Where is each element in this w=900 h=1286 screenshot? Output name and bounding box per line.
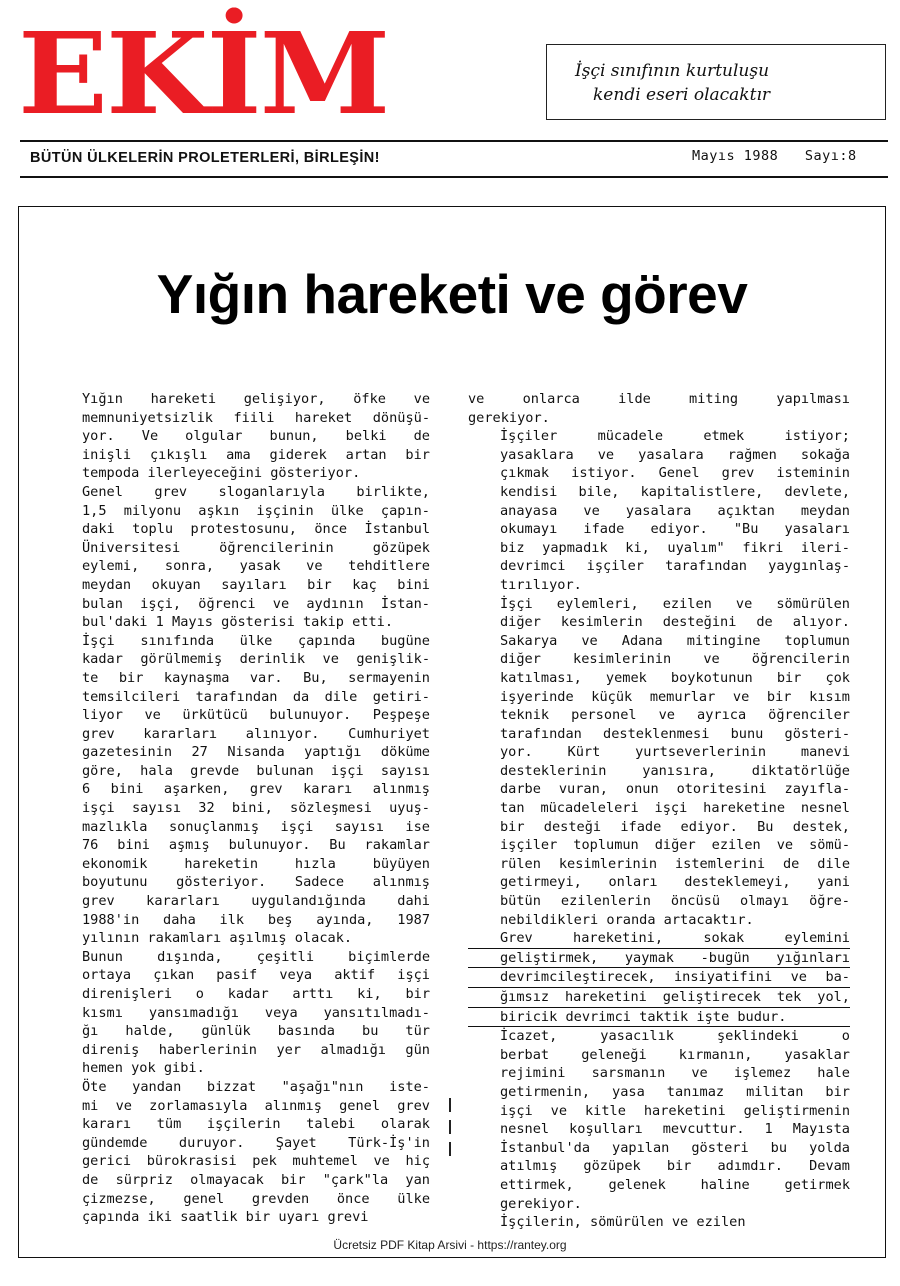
text-line: kadar görülmemiş derinlik ve genişlik- xyxy=(82,651,430,668)
text-line: İcazet, yasacılık şeklindeki o xyxy=(500,1028,850,1045)
text-line: diğer kesimlerin desteğini de alıyor. xyxy=(500,614,850,631)
slogan-line: İşçi sınıfının kurtuluşu xyxy=(575,61,770,81)
text-line: berbat geleneği kırmanın, yasaklar xyxy=(500,1046,850,1063)
text-line: işçi ve kitle hareketini geliştirmenin xyxy=(500,1102,850,1119)
article-column-right xyxy=(468,390,850,1232)
text-line: direniş haberlerinin yer almadığı gün xyxy=(82,1041,430,1058)
text-line: bul'daki 1 Mayıs gösterisi takip etti. xyxy=(82,614,393,631)
column-gutter-mark xyxy=(449,1120,451,1134)
text-line: bulan işçi, öğrenci ve aydının İstan- xyxy=(82,595,430,612)
article-paragraph xyxy=(50,1078,430,1227)
text-line: grev kararları uygulandığında dahi xyxy=(82,893,430,910)
text-line: ve onlarca ilde miting yapılması xyxy=(468,391,850,407)
text-line: devrimcileştirecek, insiyatifini ve ba- xyxy=(468,968,850,988)
text-line: yor. Kürt yurtseverlerinin manevi xyxy=(500,744,850,761)
text-line: kendisi bile, kapitalistlere, devlete, xyxy=(500,483,850,500)
text-line: kısmı yansımadığı veya yansıtılmadı- xyxy=(82,1004,430,1021)
text-line: anayasa ve yasalara açıktan meydan xyxy=(500,502,850,519)
text-line: tempoda ilerleyeceğini gösteriyor. xyxy=(82,465,361,482)
masthead-rule-bottom xyxy=(20,176,888,178)
article-paragraph xyxy=(468,595,850,930)
text-line: grev kararları alınıyor. Cumhuriyet xyxy=(82,725,430,742)
text-line: 1,5 milyonu aşkın işçinin ülke çapın- xyxy=(82,502,430,519)
article-paragraph xyxy=(50,948,430,1078)
motto: BÜTÜN ÜLKELERİN PROLETERLERİ, BİRLEŞİN! xyxy=(30,150,380,166)
text-line: darbe vuran, onun otoritesini zayıfla- xyxy=(500,781,850,798)
text-line: Öte yandan bizzat "aşağı"nın iste- xyxy=(82,1078,430,1095)
text-line: 1988'in daha ilk beş ayında, 1987 xyxy=(82,911,430,928)
text-line: ettirmek, gelenek haline getirmek xyxy=(500,1176,850,1193)
text-line: daki toplu protestosunu, önce İstanbul xyxy=(82,521,430,538)
text-line: getirmenin, yasa tanımaz militan bir xyxy=(500,1083,850,1100)
text-line: mi ve zorlamasıyla alınmış genel grev xyxy=(82,1097,430,1114)
article-paragraph xyxy=(468,427,850,594)
text-line: işçi sayısı 32 bini, sözleşmesi uyuş- xyxy=(82,800,430,817)
text-line: biricik devrimci taktik işte budur. xyxy=(468,1008,850,1028)
text-line: 76 bini aşmış bulunuyor. Bu rakamlar xyxy=(82,837,430,854)
text-line: bir desteği ifade ediyor. Bu destek, xyxy=(500,818,850,835)
footer-source: Ücretsiz PDF Kitap Arsivi - https://rantey.org xyxy=(333,1238,567,1252)
text-line: okumayı ifade ediyor. "Bu yasaları xyxy=(500,521,850,538)
text-line: direnişleri o kadar arttı ki, bir xyxy=(82,986,430,1002)
text-line: eylemi, sonra, yasak ve tehditlere xyxy=(82,558,430,575)
issue-info xyxy=(692,148,857,164)
text-line: memnuniyetsizlik fiili hareket dönüşü- xyxy=(82,409,430,426)
text-line: işçiler toplumun diğer ezilen ve sömü- xyxy=(500,837,850,854)
text-line: İşçiler mücadele etmek istiyor; xyxy=(500,428,850,445)
text-line: tan mücadeleleri işçi hareketine nesnel xyxy=(500,800,850,817)
text-line: göre, hala grevde bulunan işçi sayısı xyxy=(82,762,430,779)
text-line: desteklerinin yanısıra, diktatörlüğe xyxy=(500,762,850,779)
article-headline: Yığın hareketi ve görev xyxy=(156,263,748,325)
text-line: ğı halde, günlük basında bu tür xyxy=(82,1023,430,1040)
article-column-left xyxy=(50,390,430,1227)
text-line: te bir kaynaşma var. Bu, sermayenin xyxy=(82,669,430,686)
text-line: İşçilerin, sömürülen ve ezilen xyxy=(500,1214,746,1231)
text-line: getirmeyi, onları desteklemeyi, yani xyxy=(500,874,850,891)
masthead-title: EKİM xyxy=(18,7,389,140)
text-line: geliştirmek, yaymak -bugün yığınları xyxy=(468,949,850,969)
text-line: katılması, yemek boykotunun bir çok xyxy=(500,669,850,686)
text-line: kararı tüm işçilerin talebi olarak xyxy=(82,1116,430,1133)
column-gutter-mark xyxy=(449,1098,451,1112)
text-line: İstanbul'da yapılan gösteri bu yolda xyxy=(500,1139,850,1156)
article-paragraph xyxy=(50,483,430,632)
article-paragraph xyxy=(468,1213,850,1232)
text-line: bütün ezilenlerin öncüsü olmayı öğre- xyxy=(500,893,850,910)
text-line: tarafından desteklenmesi bunu gösteri- xyxy=(500,725,850,742)
text-line: 6 bini aşarken, grev kararı alınmış xyxy=(82,781,430,798)
text-line: İşçi eylemleri, ezilen ve sömürülen xyxy=(500,595,850,612)
text-line: devrimci işçiler tarafından yaygınlaş- xyxy=(500,558,850,575)
slogan-box xyxy=(546,44,886,120)
text-line: Yığın hareketi gelişiyor, öfke ve xyxy=(82,391,430,407)
text-line: Genel grev sloganlarıyla birlikte, xyxy=(82,483,430,500)
text-line: tırılıyor. xyxy=(500,576,582,593)
text-line: rejimini sarsmanın ve işlemez hale xyxy=(500,1065,850,1082)
text-line: de sürpriz olmayacak bir "çark"la yan xyxy=(82,1171,430,1188)
text-line: diğer kesimlerinin ve öğrencilerin xyxy=(500,651,850,668)
text-line: biz yapmadık ki, uyalım" fikri ileri- xyxy=(500,539,850,556)
text-line: boyutunu gösteriyor. Sadece alınmış xyxy=(82,874,430,891)
text-line: Sakarya ve Adana mitingine toplumun xyxy=(500,632,850,649)
slogan-line: kendi eseri olacaktır xyxy=(593,85,771,105)
text-line: gerekiyor. xyxy=(500,1195,582,1212)
text-line: mazlıkla sonuçlanmış işçi sayısı ise xyxy=(82,818,430,835)
text-line: yasaklara ve yasalara rağmen sokağa xyxy=(500,446,850,463)
text-line: ekonomik hareketin hızla büyüyen xyxy=(82,855,430,872)
text-line: Bunun dışında, çeşitli biçimlerde xyxy=(82,948,430,965)
text-line: yor. Ve olgular bunun, belki de xyxy=(82,428,430,445)
text-line: inişli çıkışlı ama giderek artan bir xyxy=(82,446,430,463)
text-line: gazetesinin 27 Nisanda yaptığı döküme xyxy=(82,744,430,761)
text-line: nesnel koşulları mevcuttur. 1 Mayısta xyxy=(500,1121,850,1138)
text-line: Üniversitesi öğrencilerinin gözüpek xyxy=(82,539,430,556)
text-line: meydan okuyan sayıları bir kaç bini xyxy=(82,576,430,593)
text-line: yılının rakamları aşılmış olacak. xyxy=(82,930,353,947)
text-line: gerici bürokrasisi pek muhtemel ve hiç xyxy=(82,1153,430,1170)
article-paragraph xyxy=(468,390,850,427)
text-line: hemen yok gibi. xyxy=(82,1060,205,1077)
issue-date: Mayıs 1988 xyxy=(692,148,779,164)
text-line: gerekiyor. xyxy=(468,409,550,426)
text-line: ortaya çıkan pasif veya aktif işçi xyxy=(82,967,430,984)
article-paragraph xyxy=(468,1027,850,1213)
text-line: Grev hareketini, sokak eylemini xyxy=(468,929,850,949)
text-line: çapında iki saatlik bir uyarı grevi xyxy=(82,1209,369,1226)
text-line: İşçi sınıfında ülke çapında bugüne xyxy=(82,632,430,649)
text-line: gündemde duruyor. Şayet Türk-İş'in xyxy=(82,1134,430,1151)
text-line: liyor ve ürkütücü bulunuyor. Peşpeşe xyxy=(82,707,430,724)
text-line: temsilcileri tarafından da dile getiri- xyxy=(82,688,430,705)
text-line: rülen kesimlerinin istemlerini de dile xyxy=(500,855,850,872)
masthead-rule-top xyxy=(20,140,888,142)
text-line: çıkmak istiyor. Genel grev isteminin xyxy=(500,465,850,482)
text-line: nebildikleri oranda artacaktır. xyxy=(500,911,754,928)
text-line: teknik personel ve ayrıca öğrenciler xyxy=(500,707,850,724)
text-line: ğımsız hareketini geliştirecek tek yol, xyxy=(468,988,850,1008)
text-line: işyerinde küçük memurlar ve bir kısım xyxy=(500,688,850,705)
article-paragraph xyxy=(468,929,850,1027)
text-line: çizmezse, genel grevden önce ülke xyxy=(82,1190,430,1207)
text-line: atılmış gözüpek bir adımdır. Devam xyxy=(500,1158,850,1175)
column-gutter-mark xyxy=(449,1142,451,1156)
article-paragraph xyxy=(50,632,430,948)
issue-number: Sayı:8 xyxy=(804,148,857,164)
article-paragraph xyxy=(50,390,430,483)
